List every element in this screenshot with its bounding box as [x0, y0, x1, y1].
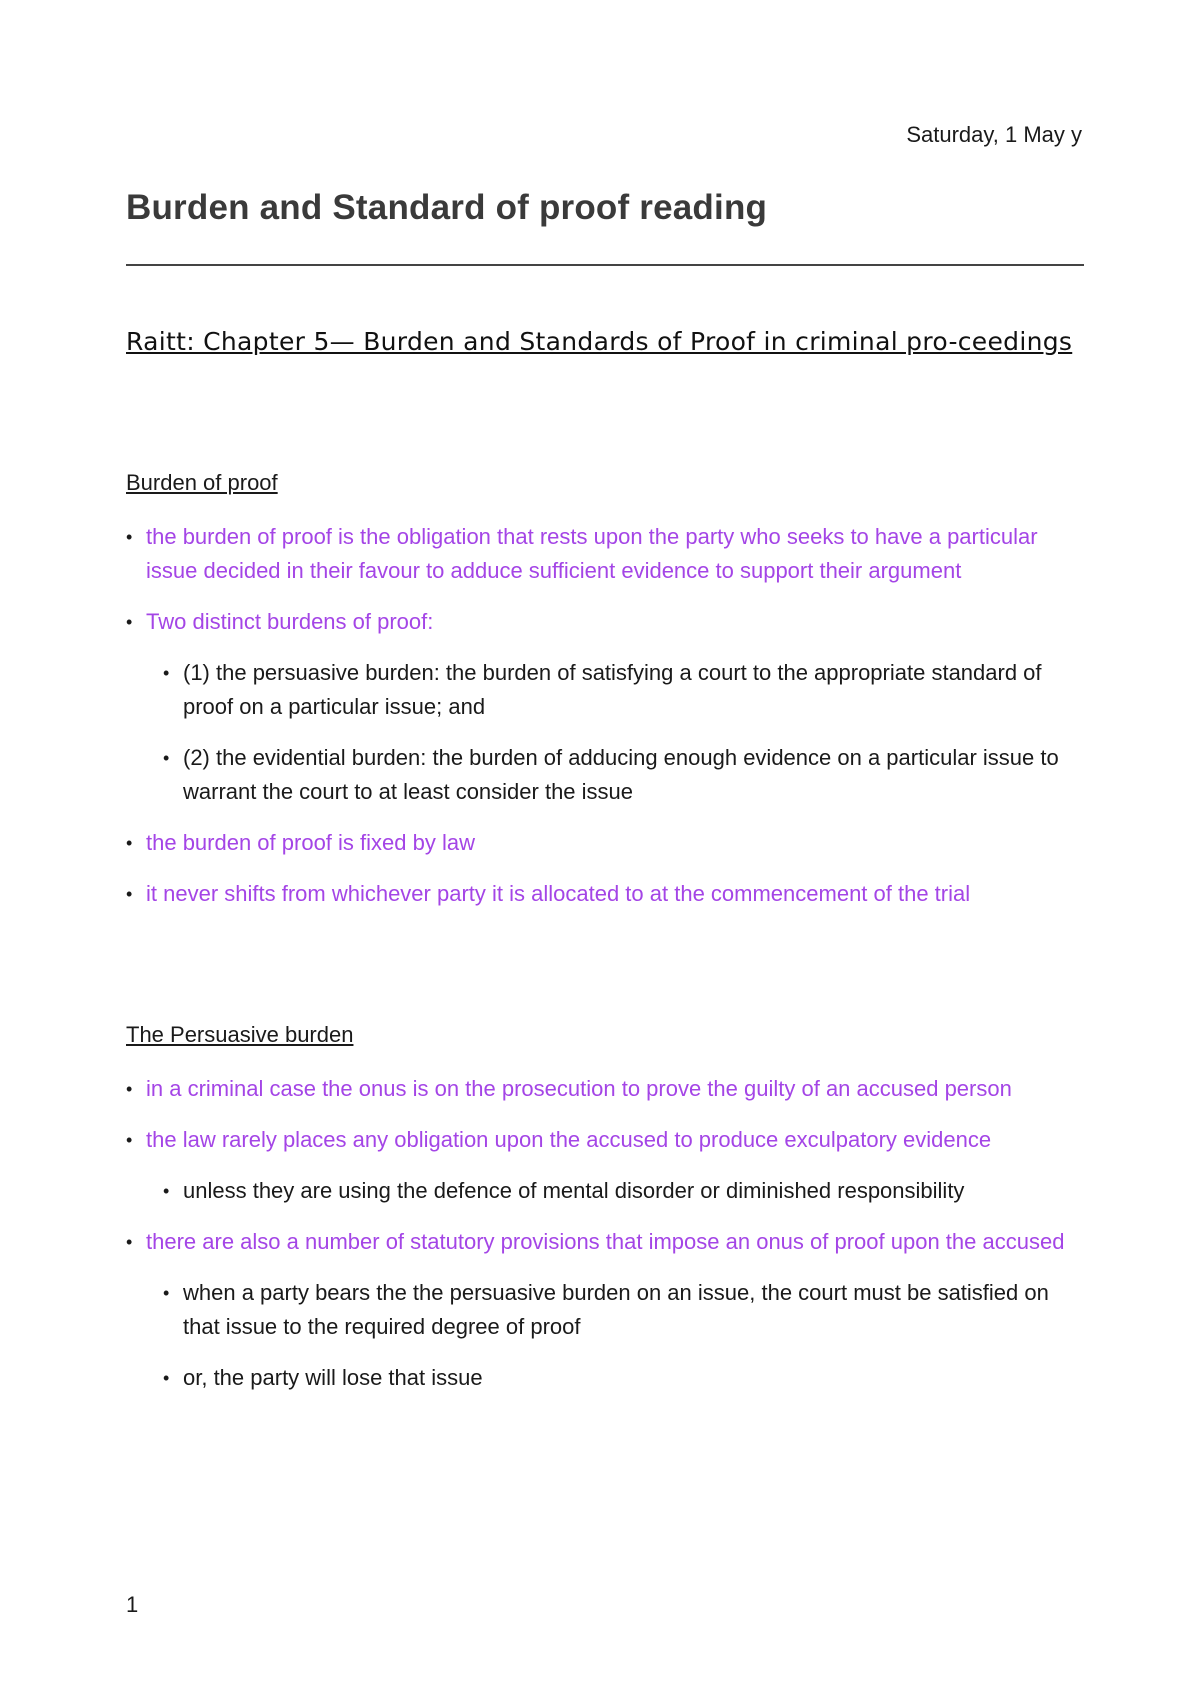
- title-divider: [126, 264, 1084, 266]
- list-item: • it never shifts from whichever party it is allocated to at the commencement of the trial: [126, 877, 1086, 911]
- list-item: • the law rarely places any obligation upon the accused to produce exculpatory evidence: [126, 1123, 1086, 1157]
- list-item: • the burden of proof is fixed by law: [126, 826, 1086, 860]
- section-heading-burden-of-proof: Burden of proof: [126, 470, 278, 495]
- page-number: 1: [126, 1592, 139, 1617]
- section-list-persuasive-burden: [126, 1072, 1086, 1412]
- section-list-burden-of-proof: [126, 520, 1086, 928]
- list-item: • or, the party will lose that issue: [163, 1361, 1086, 1395]
- list-item: • there are also a number of statutory provisions that impose an onus of proof upon the accused: [126, 1225, 1086, 1259]
- section-heading-persuasive-burden: The Persuasive burden: [126, 1022, 354, 1047]
- list-item: • Two distinct burdens of proof:: [126, 605, 1086, 639]
- list-item: • (1) the persuasive burden: the burden of satisfying a court to the appropriate standard of proof on a particular issue; and: [163, 656, 1086, 724]
- list-item: • unless they are using the defence of mental disorder or diminished responsibility: [163, 1174, 1086, 1208]
- document-date: Saturday, 1 May y: [906, 122, 1082, 147]
- document-title: Burden and Standard of proof reading: [126, 188, 768, 227]
- chapter-heading: Raitt: Chapter 5— Burden and Standards of Proof in criminal pro-ceedings: [126, 327, 1073, 356]
- list-item: • the burden of proof is the obligation that rests upon the party who seeks to have a particular issue decided in their favour to adduce sufficient evidence to support their argument: [126, 520, 1086, 588]
- list-item: • (2) the evidential burden: the burden of adducing enough evidence on a particular issue to warrant the court to at least consider the issue: [163, 741, 1086, 809]
- list-item: • in a criminal case the onus is on the prosecution to prove the guilty of an accused person: [126, 1072, 1086, 1106]
- list-item: • when a party bears the the persuasive burden on an issue, the court must be satisfied on that issue to the required degree of proof: [163, 1276, 1086, 1344]
